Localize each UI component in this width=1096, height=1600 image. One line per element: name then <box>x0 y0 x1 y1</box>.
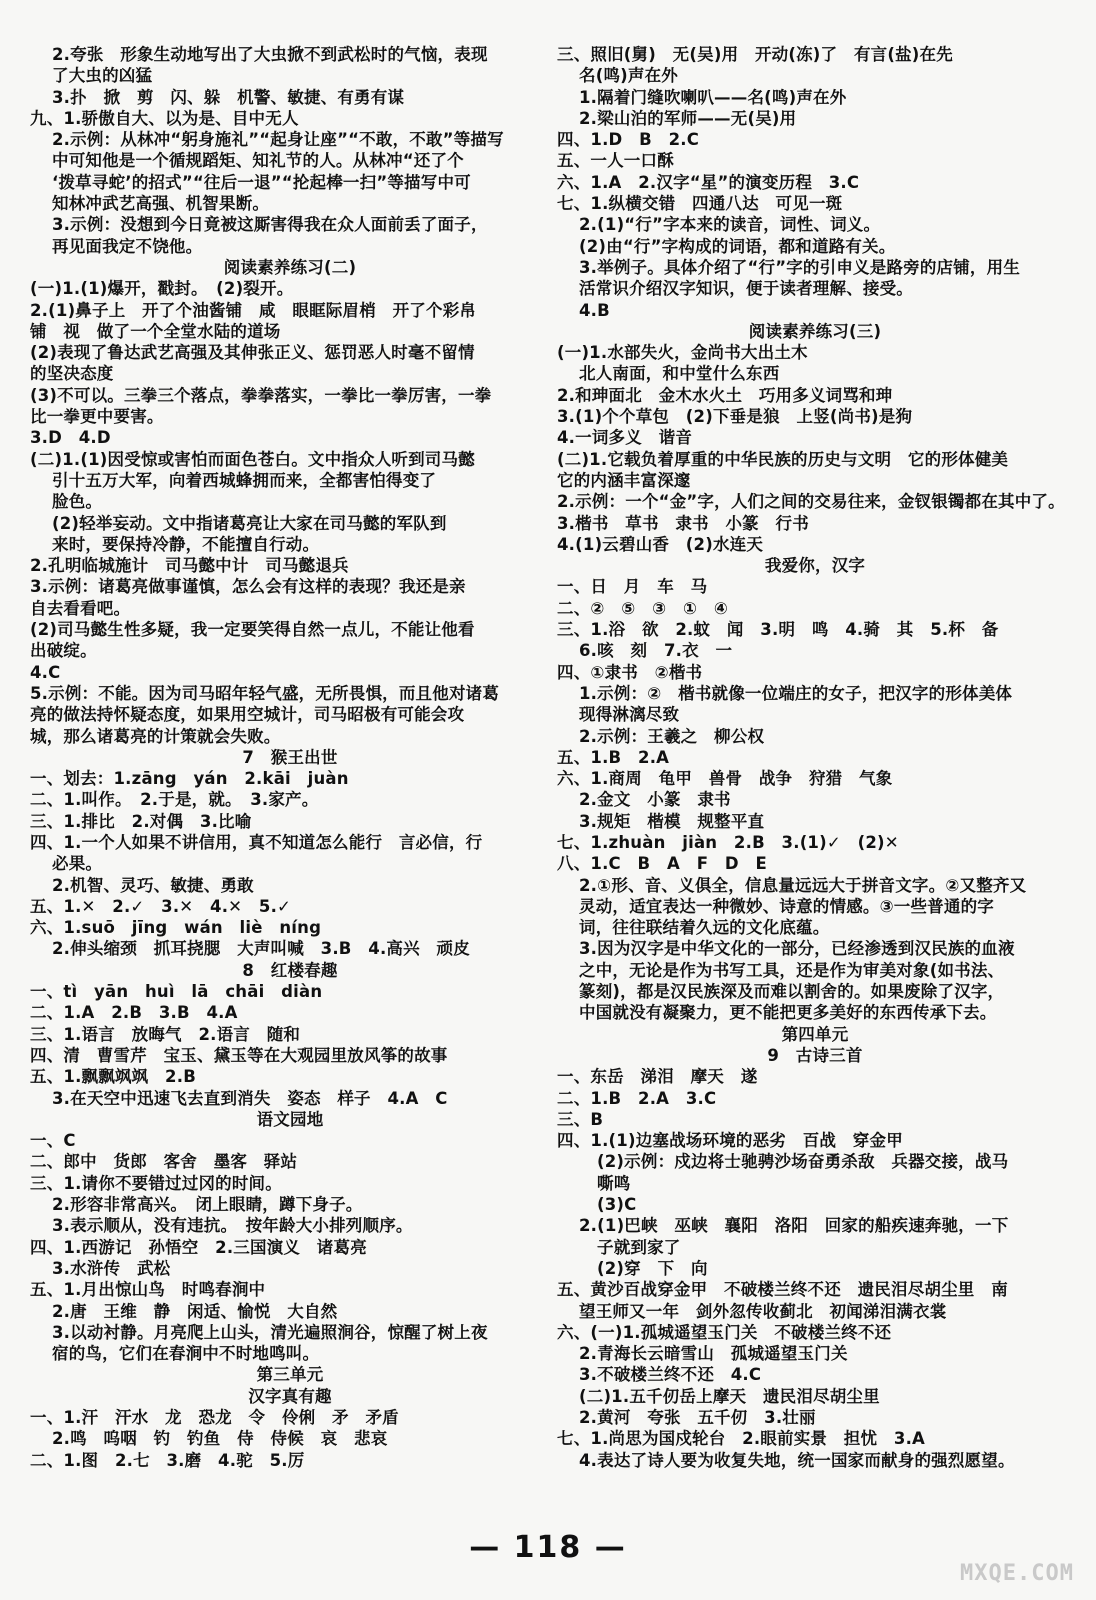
answer-line: 三、照旧(舅) 无(吴)用 开动(冻)了 有言(盐)在先 <box>557 45 953 64</box>
answer-line: 二、② ⑤ ③ ① ④ <box>557 598 729 618</box>
answer-line: 二、1.B 2.A 3.C <box>557 1088 717 1108</box>
answer-line: 3.水浒传 武松 <box>52 1258 171 1278</box>
answer-line: (二)1.它载负着厚重的中华民族的历史与文明 它的形体健美 <box>557 449 1009 469</box>
answer-line: 中可知他是一个循规蹈矩、知礼节的人。从林冲“还了个 <box>52 151 464 171</box>
answer-line: 一、东岳 涕泪 摩天 遂 <box>557 1067 758 1087</box>
answer-line: 北人南面，和中堂什么东西 <box>579 364 780 384</box>
answer-line: 2.孔明临城施计 司马懿中计 司马懿退兵 <box>30 556 349 576</box>
answer-line: 出破绽。 <box>30 641 97 661</box>
answer-line: 1.隔着门缝吹喇叭——名(鸣)声在外 <box>579 87 847 107</box>
answer-line: 七、1.zhuàn jiàn 2.B 3.(1)✓ (2)✕ <box>557 832 899 852</box>
answer-line: 六、1.suō jīng wán liè níng <box>30 918 322 938</box>
answer-line: 二、郎中 货郎 客舍 墨客 驿站 <box>30 1152 298 1172</box>
answer-line: 了大虫的凶猛 <box>52 66 153 86</box>
answer-line: 自去看看吧。 <box>30 598 131 618</box>
answer-line: 一、划去：1.zāng yán 2.kāi juàn <box>30 769 349 789</box>
answer-line: 二、1.A 2.B 3.B 4.A <box>30 1003 238 1023</box>
section-heading: 我爱你，汉字 <box>764 556 866 576</box>
answer-line: 2.示例：从林冲“躬身施礼”“起身让座”“不敢，不敢”等描写 <box>52 130 504 150</box>
answer-line: 四、1.西游记 孙悟空 2.三国演义 诸葛亮 <box>30 1237 367 1257</box>
answer-line: 2.(1)“行”字本来的读音，词性、词义。 <box>579 215 881 235</box>
answer-line: 3.举例子。具体介绍了“行”字的引申义是路旁的店铺，用生 <box>579 257 1021 277</box>
answer-line: (2)表现了鲁达武艺高强及其伸张正义、惩罚恶人时毫不留情 <box>30 343 475 363</box>
answer-line: 4.一词多义 谐音 <box>557 428 693 448</box>
answer-line: 3.(1)个个草包 (2)下垂是狼 上竖(尚书)是狗 <box>557 407 913 427</box>
answer-line: 3.表示顺从，没有违抗。 按年龄大小排列顺序。 <box>52 1216 413 1236</box>
answer-line: (2)示例：戍边将士驰骋沙场奋勇杀敌 兵器交接，战马 <box>597 1152 1009 1172</box>
answer-line: 来时，要保持冷静，不能擅自行动。 <box>52 534 320 554</box>
answer-line: 三、1.排比 2.对偶 3.比喻 <box>30 811 252 831</box>
section-heading: 9 古诗三首 <box>767 1045 863 1065</box>
answer-line: 必果。 <box>52 854 103 874</box>
answer-line: 一、tì yān huì lā chāi diàn <box>30 982 323 1002</box>
answer-line: 活常识介绍汉字知识，便于读者理解、接受。 <box>579 279 913 299</box>
answer-line: 2.梁山泊的军师——无(吴)用 <box>579 108 797 128</box>
right-answer-column <box>557 44 1073 1471</box>
answer-line: 一、C <box>30 1131 76 1151</box>
answer-line: 3.楷书 草书 隶书 小篆 行书 <box>557 513 809 533</box>
answer-line: 五、1.月出惊山鸟 时鸣春涧中 <box>30 1280 266 1300</box>
answer-line: 篆刻)，都是汉民族深及而难以割舍的。如果废除了汉字， <box>579 982 1005 1002</box>
answer-line: 3.在天空中迅速飞去直到消失 姿态 样子 4.A C <box>52 1088 448 1108</box>
answer-line: 七、1.纵横交错 四通八达 可见一斑 <box>557 194 843 214</box>
answer-line: 3.以动衬静。月亮爬上山头，清光遍照涧谷，惊醒了树上夜 <box>52 1322 488 1342</box>
answer-line: 四、1.D B 2.C <box>557 130 700 150</box>
answer-line: (二)1.(1)因受惊或害怕而面色苍白。文中指众人听到司马懿 <box>30 449 475 469</box>
answer-line: 五、1.✕ 2.✓ 3.✕ 4.✕ 5.✓ <box>30 896 292 916</box>
answer-line: 3.示例：诸葛亮做事谨慎，怎么会有这样的表现？我还是亲 <box>30 577 466 597</box>
section-heading: 第三单元 <box>256 1365 324 1385</box>
answer-line: 2.(1)鼻子上 开了个油酱铺 咸 眼眶际眉梢 开了个彩帛 <box>30 300 477 320</box>
answer-line: 2.鸣 呜咽 钓 钓鱼 侍 侍候 哀 悲哀 <box>52 1429 388 1449</box>
answer-line: 再见面我定不饶他。 <box>52 236 203 256</box>
answer-line: 2.金文 小篆 隶书 <box>579 790 731 810</box>
answer-line: (2)轻举妄动。文中指诸葛亮让大家在司马懿的军队到 <box>52 513 447 533</box>
answer-line: 2.青海长云暗雪山 孤城遥望玉门关 <box>579 1344 848 1364</box>
answer-line: 三、1.语言 放晦气 2.语言 随和 <box>30 1024 301 1044</box>
section-heading: 阅读素养练习(二) <box>223 257 357 277</box>
answer-line: 三、1.请你不要错过过冈的时间。 <box>30 1173 282 1193</box>
answer-line: (一)1.水部失火，金尚书大出土木 <box>557 343 808 363</box>
answer-line: 4.(1)云碧山香 (2)水连天 <box>557 534 764 554</box>
answer-line: 现得淋漓尽致 <box>579 705 680 725</box>
answer-line: 四、①隶书 ②楷书 <box>557 662 703 682</box>
answer-line: 七、1.尚思为国戍轮台 2.眼前实景 担忧 3.A <box>557 1429 926 1449</box>
section-heading: 阅读素养练习(三) <box>748 321 882 341</box>
answer-line: 四、清 曹雪芹 宝玉、黛玉等在大观园里放风筝的故事 <box>30 1045 448 1065</box>
section-heading: 汉字真有趣 <box>248 1386 332 1406</box>
answer-line: (3)不可以。三拳三个落点，拳拳落实，一拳比一拳厉害，一拳 <box>30 385 492 405</box>
answer-line: 五、一人一口酥 <box>557 151 674 171</box>
answer-line: 二、1.叫作。 2.于是，就。 3.家产。 <box>30 790 319 810</box>
answer-line: 3.示例：没想到今日竟被这厮害得我在众人面前丢了面子， <box>52 215 488 235</box>
answer-line: 六、1.A 2.汉字“星”的演变历程 3.C <box>557 172 860 192</box>
answer-line: 五、黄沙百战穿金甲 不破楼兰终不还 遗民泪尽胡尘里 南 <box>557 1280 1008 1300</box>
answer-line: 3.因为汉字是中华文化的一部分，已经渗透到汉民族的血液 <box>579 939 1015 959</box>
answer-line: 2.和珅面北 金木水火土 巧用多义词骂和珅 <box>557 385 893 405</box>
answer-line: 它的内涵丰富深邃 <box>557 470 691 490</box>
answer-line: 二、1.图 2.七 3.磨 4.驼 5.厉 <box>30 1450 305 1470</box>
answer-line: 2.夸张 形象生动地写出了大虫掀不到武松时的气恼，表现 <box>52 45 488 64</box>
answer-line: 2.伸头缩颈 抓耳挠腮 大声叫喊 3.B 4.高兴 顽皮 <box>52 939 470 959</box>
answer-line: 2.黄河 夸张 五千仞 3.壮丽 <box>579 1408 816 1427</box>
answer-line: 1.示例：② 楷书就像一位端庄的女子，把汉字的形体美体 <box>579 683 1013 703</box>
answer-line: 2.示例：一个“金”字，人们之间的交易往来，金钗银镯都在其中了。 <box>557 492 1065 512</box>
watermark: MXQE.COM <box>960 1561 1074 1586</box>
answer-line: 三、1.浴 欲 2.蚊 闻 3.明 鸣 4.骑 其 5.杯 备 <box>557 620 999 640</box>
answer-line: (3)C <box>597 1195 637 1215</box>
answer-line: 4.C <box>30 662 61 682</box>
answer-line: 2.示例：王羲之 柳公权 <box>579 726 765 746</box>
answer-line: ‘拨草寻蛇’的招式”“往后一退”“抡起棒一扫”等描写中可 <box>52 172 471 192</box>
answer-line: 2.形容非常高兴。 闭上眼睛，蹲下身子。 <box>52 1195 363 1215</box>
answer-line: 五、1.B 2.A <box>557 747 670 767</box>
answer-line: 宿的鸟，它们在春涧中不时地鸣叫。 <box>52 1344 320 1364</box>
left-answer-column <box>30 44 550 1471</box>
answer-line: 5.示例：不能。因为司马昭年轻气盛，无所畏惧，而且他对诸葛 <box>30 683 500 703</box>
answer-line: 比一拳更中要害。 <box>30 407 164 427</box>
answer-line: 知林冲武艺高强、机智果断。 <box>52 194 270 214</box>
answer-line: 五、1.飘飘飒飒 2.B <box>30 1067 196 1087</box>
page-number: — 118 — <box>469 1530 627 1565</box>
answer-line: 亮的做法持怀疑态度，如果用空城计，司马昭极有可能会攻 <box>30 705 465 725</box>
answer-line: 四、1.一个人如果不讲信用，真不知道怎么能行 言必信，行 <box>30 832 483 852</box>
section-heading: 语文园地 <box>256 1109 324 1129</box>
answer-line: 望王师又一年 剑外忽传收蓟北 初闻涕泪满衣裳 <box>579 1301 947 1321</box>
answer-line: 2.唐 王维 静 闲适、愉悦 大自然 <box>52 1301 338 1321</box>
answer-line: 灵动，适宜表达一种微妙、诗意的情感。③一些普通的字 <box>579 896 994 916</box>
answer-line: 八、1.C B A F D E <box>557 854 767 874</box>
answer-line: 中国就没有凝聚力，更不能把更多美好的东西传承下去。 <box>579 1003 997 1023</box>
answer-line: 铺 视 做了一个全堂水陆的道场 <box>30 321 281 341</box>
answer-line: 脸色。 <box>52 492 103 512</box>
answer-line: 九、1.骄傲自大、以为是、目中无人 <box>30 108 299 128</box>
answer-line: 4.表达了诗人要为收复失地，统一国家而献身的强烈愿望。 <box>579 1450 1015 1470</box>
answer-line: 六、(一)1.孤城遥望玉门关 不破楼兰终不还 <box>557 1322 892 1342</box>
answer-line: 引十五万大军，向着西城蜂拥而来，全都害怕得变了 <box>52 470 437 490</box>
answer-line: 之中，无论是作为书写工具，还是作为审美对象(如书法、 <box>579 960 1005 980</box>
answer-line: 6.咳 刻 7.衣 一 <box>579 641 733 661</box>
answer-line: 2.①形、音、义俱全，信息量远远大于拼音文字。②又整齐又 <box>579 875 1027 895</box>
answer-line: 4.B <box>579 300 610 320</box>
answer-line: 2.机智、灵巧、敏捷、勇敢 <box>52 875 254 895</box>
answer-line: 子就到家了 <box>597 1237 681 1257</box>
section-heading: 第四单元 <box>781 1024 849 1044</box>
section-heading: 7 猴王出世 <box>242 747 338 767</box>
answer-line: (2)司马懿生性多疑，我一定要笑得自然一点儿，不能让他看 <box>30 620 475 640</box>
answer-line: 一、1.汗 汗水 龙 恐龙 令 伶俐 矛 矛盾 <box>30 1408 399 1427</box>
answer-line: 三、B <box>557 1109 604 1129</box>
answer-line: (2)由“行”字构成的词语，都和道路有关。 <box>579 236 896 256</box>
answer-line: 嘶鸣 <box>597 1173 631 1193</box>
answer-line: 六、1.商周 龟甲 兽骨 战争 狩猎 气象 <box>557 769 893 789</box>
section-heading: 8 红楼春趣 <box>242 960 338 980</box>
answer-line: (二)1.五千仞岳上摩天 遗民泪尽胡尘里 <box>579 1386 880 1406</box>
answer-line: 3.规矩 楷模 规整平直 <box>579 811 765 831</box>
answer-line: 3.D 4.D <box>30 428 111 448</box>
answer-line: 2.(1)巴峡 巫峡 襄阳 洛阳 回家的船疾速奔驰，一下 <box>579 1216 1009 1236</box>
answer-line: 城，那么诸葛亮的计策就会失败。 <box>30 726 281 746</box>
answer-line: 名(鸣)声在外 <box>579 66 678 86</box>
answer-line: (一)1.(1)爆开，戳封。 (2)裂开。 <box>30 279 294 299</box>
answer-line: 四、1.(1)边塞战场环境的恶劣 百战 穿金甲 <box>557 1131 903 1151</box>
answer-line: 3.不破楼兰终不还 4.C <box>579 1365 762 1385</box>
answer-line: (2)穿 下 向 <box>597 1258 708 1278</box>
answer-line: 一、日 月 车 马 <box>557 577 708 597</box>
answer-line: 的坚决态度 <box>30 364 114 384</box>
answer-line: 词，往往联结着久远的文化底蕴。 <box>579 918 830 938</box>
answer-line: 3.扑 掀 剪 闪、躲 机警、敏捷、有勇有谋 <box>52 87 405 107</box>
